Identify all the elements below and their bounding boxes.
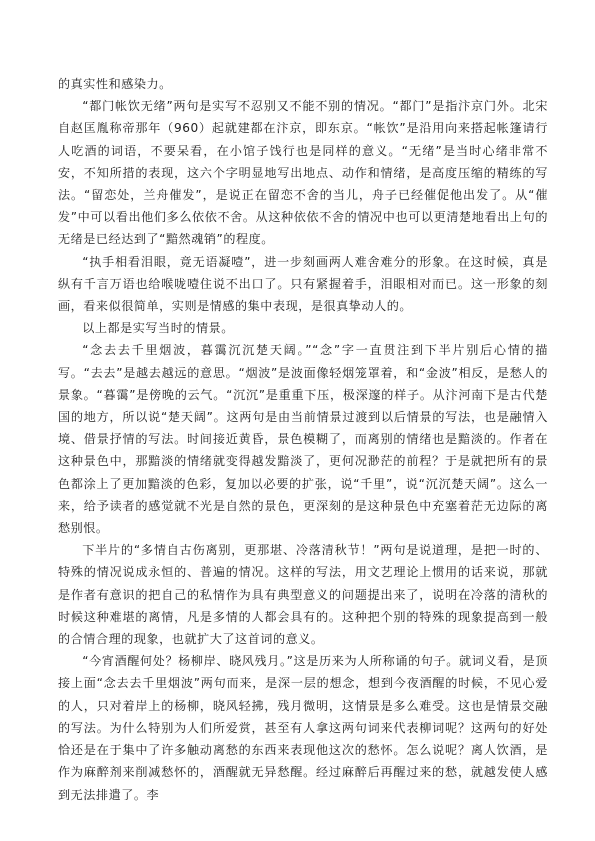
article-body [58, 73, 548, 806]
paragraph-summary: 以上都是实写当时的情景。 [82, 321, 234, 336]
paragraph-nian-ququ: “念去去千里烟波，暮霭沉沉楚天阔。”“念”字一直贯注到下半片别后心情的描写。“去去”是越去越远的意思。“烟波”是波面像轻烟笼罩着，和“金波”相反，是愁人的景象。“暮霭”是傍晚的云气。“沉沉”是重重下压，极深邃的样子。从汴河南下是古代楚国的地方，所以说“楚天阔”。这两句是由当前情景过渡到以后情景的写法，也是融情入境、借景抒情的写法。时间接近黄昏，景色模糊了，而离别的情绪也是黯淡的。作者在这种景色中，那黯淡的情绪就变得越发黯淡了，更何况渺茫的前程？于是就把所有的景色都涂上了更加黯淡的色彩，复加以必要的扩张，说“千里”，说“沉沉楚天阔”。这么一来，给予读者的感觉就不光是自然的景色，更深刻的是这种景色中充塞着茫无边际的离愁别恨。 [58, 343, 548, 536]
paragraph-zhishou-xiangkan: “执手相看泪眼，竟无语凝噎”，进一步刻画两人难舍难分的形象。在这时候，真是纵有千言万语也给喉咙噎住说不出口了。只有紧握着手，泪眼相对而已。这一形象的刻画，看来似很简单，实则是情感的集中表现，是很真挚动人的。 [58, 254, 548, 314]
paragraph-jinxiao-jiuxing: “今宵酒醒何处？杨柳岸、晓风残月。”这是历来为人所称诵的句子。就词义看，是顶接上面“念去去千里烟波”两句而来，是深一层的想念，想到今夜酒醒的时候，不见心爱的人，只对着岸上的杨柳，晓风轻拂，残月微明，这情景是多么难受。这也是情景交融的写法。为什么特别为人们所爱赏，甚至有人拿这两句词来代表柳词呢？这两句的好处恰还是在于集中了许多触动离愁的东西来表现他这次的愁怀。怎么说呢？离人饮酒，是作为麻醉剂来削减愁怀的，酒醒就无异愁醒。经过麻醉后再醒过来的愁，就越发使人感到无法排遣了。李 [58, 654, 548, 802]
paragraph-continuation: 的真实性和感染力。 [58, 77, 172, 91]
paragraph-dumen-zhangyin: “都门帐饮无绪”两句是实写不忍别又不能不别的情况。“都门”是指汴京门外。北宋自赵匡胤称帝那年（960）起就建都在汴京，即东京。“帐饮”是沿用向来搭起帐篷请行人吃酒的词语，不要呆看，在小馆子饯行也是同样的意义。“无绪”是当时心绪非常不安，不知所措的表现，这六个字明显地写出地点、动作和情绪，是高度压缩的精练的写法。“留恋处，兰舟催发”，是说正在留恋不舍的当儿，舟子已经催促他出发了。从“催发”中可以看出他们多么依依不舍。从这种依依不舍的情况中也可以更清楚地看出上句的无绪是已经达到了“黯然魂销”的程度。 [58, 99, 548, 247]
paragraph-xia-banpian: 下半片的“多情自古伤离别，更那堪、冷落清秋节！”两句是说道理，是把一时的、特殊的情况说成永恒的、普遍的情况。这样的写法，用文艺理论上惯用的话来说，那就是作者有意识的把自己的私情作为具有典型意义的问题提出来了，说明在冷落的清秋的时候这种难堪的离情，凡是多情的人都会具有的。这种把个别的特殊的现象提高到一般的合情合理的现象，也就扩大了这首词的意义。 [58, 543, 548, 647]
